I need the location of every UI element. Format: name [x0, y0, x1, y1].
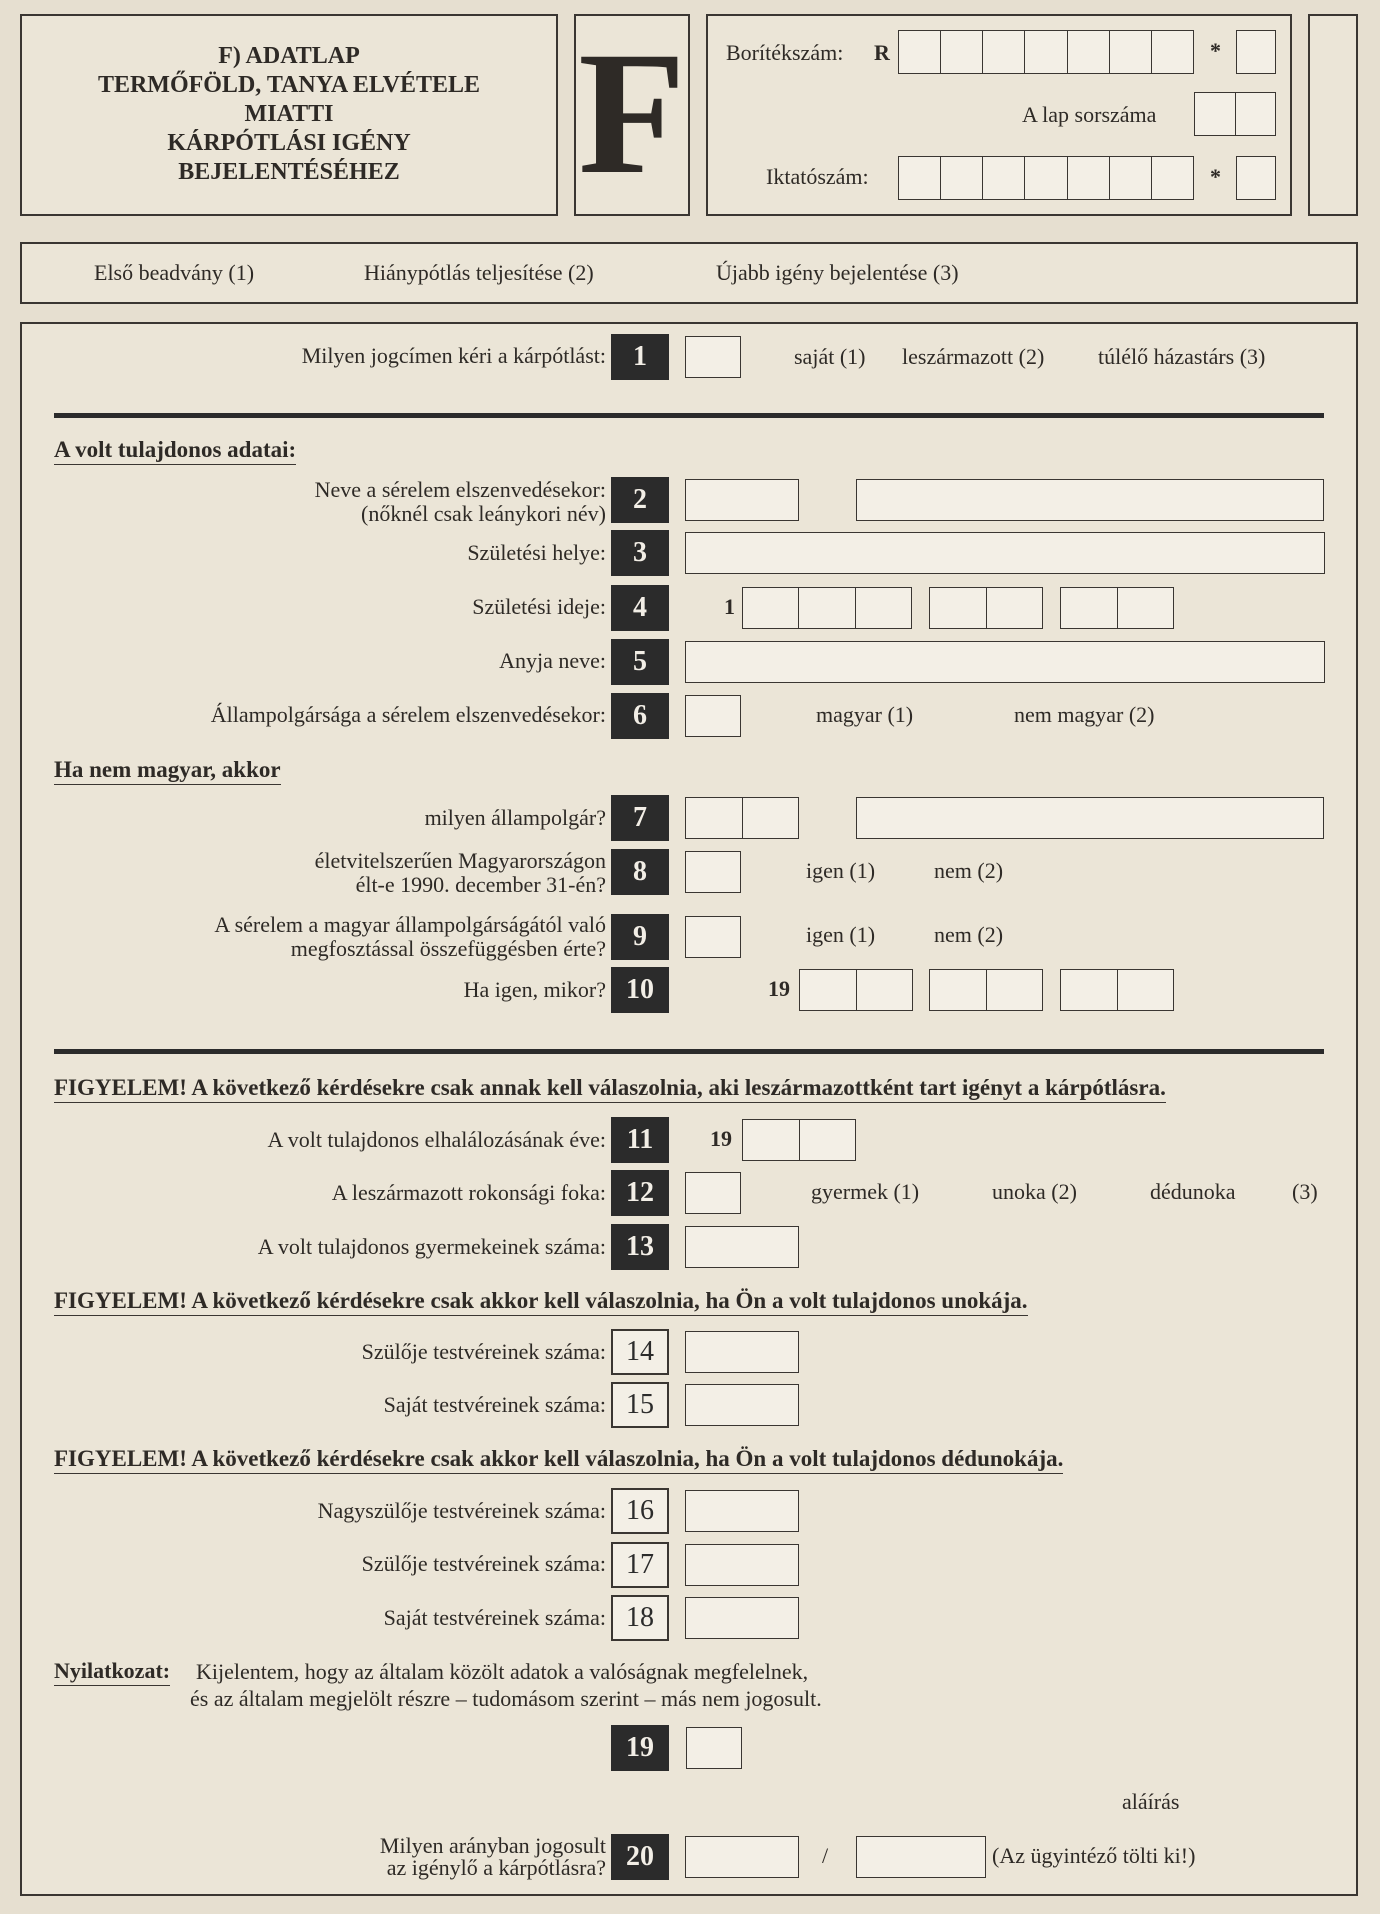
- q14-answer-field[interactable]: [685, 1331, 799, 1373]
- q11-number: 11: [611, 1117, 669, 1163]
- q9-number: 9: [611, 914, 669, 960]
- sheet-number-field[interactable]: [1194, 92, 1276, 136]
- declaration-label: Nyilatkozat:: [54, 1657, 170, 1686]
- q20-numerator-field[interactable]: [685, 1836, 799, 1878]
- q8-label-line2: élt-e 1990. december 31-én?: [355, 872, 606, 897]
- q19-answer-field[interactable]: [686, 1727, 742, 1769]
- q20-label-line2: az igénylő a kárpótlásra?: [386, 1855, 606, 1880]
- q15-answer-field[interactable]: [685, 1384, 799, 1426]
- q18-answer-field[interactable]: [685, 1597, 799, 1639]
- q14-label: Szülője testvéreinek száma:: [361, 1339, 606, 1364]
- q6-option-non-hungarian: nem magyar (2): [1014, 702, 1155, 727]
- q3-label: Születési helye:: [467, 540, 606, 565]
- declaration-line-1: Kijelentem, hogy az általam közölt adatok a valóságnak megfelelnek,: [196, 1659, 809, 1684]
- q3-number: 3: [611, 530, 669, 576]
- q10-day-field[interactable]: [1060, 969, 1174, 1011]
- q13-number: 13: [611, 1224, 669, 1270]
- section-foreign-heading: Ha nem magyar, akkor: [54, 756, 281, 785]
- q4-label: Születési ideje:: [472, 594, 606, 619]
- q2-name-field[interactable]: [856, 479, 1324, 521]
- title-line-2: TERMŐFÖLD, TANYA ELVÉTELE: [97, 72, 481, 98]
- q20-fraction-slash: /: [822, 1843, 829, 1868]
- q4-month-field[interactable]: [929, 587, 1043, 629]
- q18-label: Saját testvéreinek száma:: [383, 1605, 606, 1630]
- q17-number: 17: [611, 1542, 669, 1588]
- q16-answer-field[interactable]: [685, 1490, 799, 1532]
- q10-year-prefix: 19: [768, 976, 790, 1001]
- q6-option-hungarian: magyar (1): [816, 702, 914, 727]
- q4-year-field[interactable]: [742, 587, 912, 629]
- q20-number: 20: [611, 1834, 669, 1880]
- q7-label: milyen állampolgár?: [424, 805, 606, 830]
- q8-number: 8: [611, 849, 669, 895]
- q4-number: 4: [611, 585, 669, 631]
- title-line-5: BEJELENTÉSÉHEZ: [178, 159, 400, 185]
- q12-option-grandchild: unoka (2): [992, 1179, 1077, 1204]
- q4-day-field[interactable]: [1060, 587, 1174, 629]
- q12-label: A leszármazott rokonsági foka:: [331, 1180, 606, 1205]
- q8-option-yes: igen (1): [806, 858, 876, 883]
- q9-label-line1: A sérelem a magyar állampolgárságától való: [214, 912, 606, 937]
- q8-option-no: nem (2): [934, 858, 1004, 883]
- q4-year-prefix: 1: [724, 594, 735, 619]
- q15-label: Saját testvéreinek száma:: [383, 1392, 606, 1417]
- envelope-asterisk: *: [1210, 38, 1221, 63]
- form-letter-panel: [574, 14, 690, 216]
- submission-first[interactable]: Első beadvány (1): [94, 260, 255, 285]
- q11-label: A volt tulajdonos elhalálozásának éve:: [267, 1127, 606, 1152]
- q11-year-field[interactable]: [742, 1119, 856, 1161]
- q11-year-prefix: 19: [710, 1126, 732, 1151]
- q3-birthplace-field[interactable]: [685, 532, 1325, 574]
- q15-number: 15: [611, 1382, 669, 1428]
- declaration-line-2: és az általam megjelölt részre – tudomásom szerint – más nem jogosult.: [190, 1686, 822, 1711]
- submission-deficiency[interactable]: Hiánypótlás teljesítése (2): [364, 260, 594, 285]
- section-owner-heading: A volt tulajdonos adatai:: [54, 436, 296, 465]
- q12-option-great-grandchild-code: (3): [1292, 1179, 1318, 1204]
- submission-type-panel: [20, 242, 1358, 304]
- side-strip: [1308, 14, 1358, 216]
- registry-number-label: Iktatószám:: [766, 164, 869, 189]
- title-line-4: KÁRPÓTLÁSI IGÉNY: [167, 130, 411, 156]
- q12-number: 12: [611, 1170, 669, 1216]
- envelope-check-field[interactable]: [1236, 30, 1276, 74]
- signature-label: aláírás: [1122, 1789, 1180, 1814]
- q1-option-spouse: túlélő házastárs (3): [1098, 344, 1266, 369]
- envelope-prefix: R: [874, 40, 890, 65]
- form-title: [22, 42, 556, 187]
- q7-number: 7: [611, 795, 669, 841]
- q18-number: 18: [611, 1595, 669, 1641]
- q10-label: Ha igen, mikor?: [463, 977, 606, 1002]
- q13-answer-field[interactable]: [685, 1226, 799, 1268]
- registry-check-field[interactable]: [1236, 156, 1276, 200]
- q5-mother-name-field[interactable]: [685, 641, 1325, 683]
- q20-label-line1: Milyen arányban jogosult: [379, 1833, 606, 1858]
- q6-number: 6: [611, 693, 669, 739]
- q7-code-field[interactable]: [685, 797, 799, 839]
- divider-2: [54, 1049, 1324, 1054]
- q19-number: 19: [611, 1725, 669, 1771]
- q10-number: 10: [611, 967, 669, 1013]
- registration-panel: [706, 14, 1292, 216]
- notice-grandchild: FIGYELEM! A következő kérdésekre csak akkor kell válaszolnia, ha Ön a volt tulajdonos unokája.: [54, 1287, 1028, 1316]
- submission-new-claim[interactable]: Újabb igény bejelentése (3): [716, 260, 959, 285]
- q5-number: 5: [611, 639, 669, 685]
- divider-1: [54, 413, 1324, 418]
- q16-number: 16: [611, 1488, 669, 1534]
- q6-label: Állampolgársága a sérelem elszenvedésekor:: [210, 702, 606, 727]
- q14-number: 14: [611, 1329, 669, 1375]
- q17-label: Szülője testvéreinek száma:: [361, 1551, 606, 1576]
- sheet-number-label: A lap sorszáma: [1022, 102, 1157, 127]
- title-line-3: MIATTI: [244, 101, 334, 127]
- envelope-number-label: Borítékszám:: [726, 40, 844, 65]
- q13-label: A volt tulajdonos gyermekeinek száma:: [257, 1234, 606, 1259]
- q9-option-yes: igen (1): [806, 922, 876, 947]
- q2-label-line1: Neve a sérelem elszenvedésekor:: [314, 477, 606, 502]
- notice-descendant: FIGYELEM! A következő kérdésekre csak annak kell válaszolnia, aki leszármazottként tart igényt a kárpótlásra.: [54, 1074, 1166, 1103]
- q2-title-field[interactable]: [685, 479, 799, 521]
- q16-label: Nagyszülője testvéreinek száma:: [317, 1498, 606, 1523]
- q20-denominator-field[interactable]: [856, 1836, 986, 1878]
- q8-answer-field[interactable]: [685, 851, 741, 893]
- q7-citizenship-field[interactable]: [856, 797, 1324, 839]
- q5-label: Anyja neve:: [499, 648, 606, 673]
- q9-answer-field[interactable]: [685, 916, 741, 958]
- envelope-number-field[interactable]: [898, 30, 1194, 74]
- q9-label-line2: megfosztással összefüggésben érte?: [290, 936, 606, 961]
- notice-great-grandchild: FIGYELEM! A következő kérdésekre csak akkor kell válaszolnia, ha Ön a volt tulajdonos dédunokája.: [54, 1445, 1063, 1474]
- form-letter: F: [578, 16, 686, 211]
- q20-administrator-note: (Az ügyintéző tölti ki!): [992, 1843, 1196, 1868]
- q12-option-great-grandchild: dédunoka: [1150, 1179, 1236, 1204]
- q1-option-descendant: leszármazott (2): [902, 344, 1045, 369]
- q1-answer-field[interactable]: [685, 336, 741, 378]
- registry-asterisk: *: [1210, 164, 1221, 189]
- q2-label-line2: (nőknél csak leánykori név): [361, 501, 606, 526]
- form-title-panel: [20, 14, 558, 216]
- q8-label-line1: életvitelszerűen Magyarországon: [314, 848, 606, 873]
- q17-answer-field[interactable]: [685, 1544, 799, 1586]
- q1-option-own: saját (1): [794, 344, 866, 369]
- q9-option-no: nem (2): [934, 922, 1004, 947]
- q12-option-child: gyermek (1): [811, 1179, 920, 1204]
- q6-answer-field[interactable]: [685, 695, 741, 737]
- q1-label: Milyen jogcímen kéri a kárpótlást:: [301, 343, 606, 368]
- q10-year-field[interactable]: [799, 969, 913, 1011]
- q10-month-field[interactable]: [929, 969, 1043, 1011]
- title-line-1: F) ADATLAP: [218, 43, 360, 69]
- registry-number-field[interactable]: [898, 156, 1194, 200]
- q2-number: 2: [611, 477, 669, 523]
- q1-number: 1: [611, 334, 669, 380]
- q12-answer-field[interactable]: [685, 1172, 741, 1214]
